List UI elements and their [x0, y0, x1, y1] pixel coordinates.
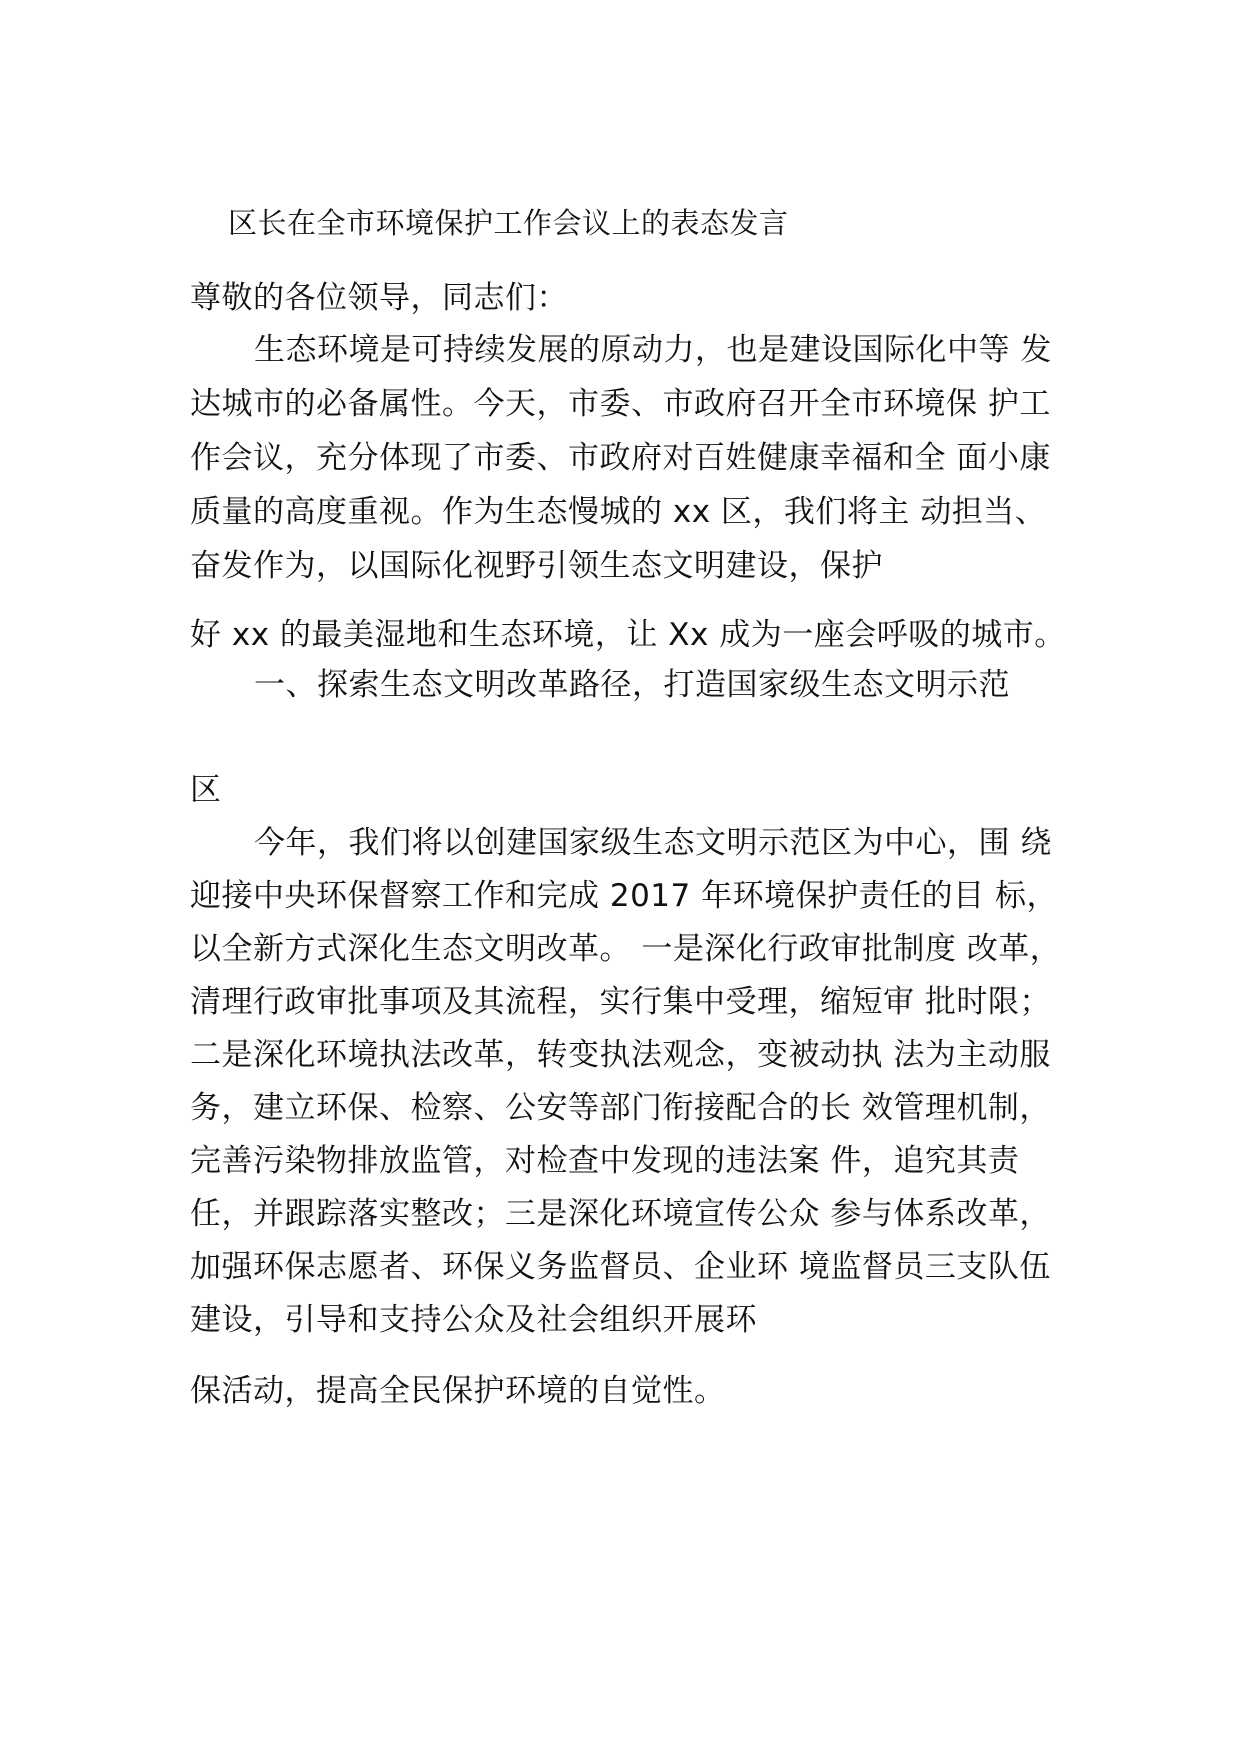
salutation: 尊敬的各位领导，同志们： — [190, 280, 568, 316]
paragraph-line: 作会议，充分体现了市委、市政府对百姓健康幸福和全 面小康 — [190, 440, 1051, 476]
paragraph-line: 二是深化环境执法改革，转变执法观念，变被动执 法为主动服 — [190, 1037, 1051, 1073]
paragraph-line: 达城市的必备属性。今天，市委、市政府召开全市环境保 护工 — [190, 386, 1051, 422]
paragraph-line: 完善污染物排放监管，对检查中发现的违法案 件，追究其责 — [190, 1143, 1020, 1179]
paragraph-line: 任，并跟踪落实整改；三是深化环境宣传公众 参与体系改革， — [190, 1196, 1051, 1232]
paragraph-line: 好 xx 的最美湿地和生态环境，让 Xx 成为一座会呼吸的城市。 — [190, 617, 1066, 653]
paragraph-line: 清理行政审批事项及其流程，实行集中受理，缩短审 批时限； — [190, 984, 1051, 1020]
paragraph-line: 务，建立环保、检察、公安等部门衔接配合的长 效管理机制， — [190, 1090, 1051, 1126]
section-heading: 一、探索生态文明改革路径，打造国家级生态文明示范 — [254, 667, 1010, 703]
paragraph-line: 以全新方式深化生态文明改革。 一是深化行政审批制度 改革， — [190, 931, 1062, 967]
document-title: 区长在全市环境保护工作会议上的表态发言 — [228, 206, 789, 240]
paragraph-line: 质量的高度重视。作为生态慢城的 xx 区，我们将主 动担当、 — [190, 494, 1047, 530]
paragraph-line: 生态环境是可持续发展的原动力，也是建设国际化中等 发 — [254, 332, 1052, 368]
paragraph-line: 建设，引导和支持公众及社会组织开展环 — [190, 1302, 757, 1338]
paragraph-line: 迎接中央环保督察工作和完成 2017 年环境保护责任的目 标， — [190, 878, 1058, 914]
paragraph-line: 今年，我们将以创建国家级生态文明示范区为中心，围 绕 — [254, 825, 1052, 861]
paragraph-line: 奋发作为，以国际化视野引领生态文明建设，保护 — [190, 548, 883, 584]
paragraph-line: 加强环保志愿者、环保义务监督员、企业环 境监督员三支队伍 — [190, 1249, 1051, 1285]
section-heading-continuation: 区 — [190, 772, 222, 808]
paragraph-line: 保活动，提高全民保护环境的自觉性。 — [190, 1373, 726, 1409]
